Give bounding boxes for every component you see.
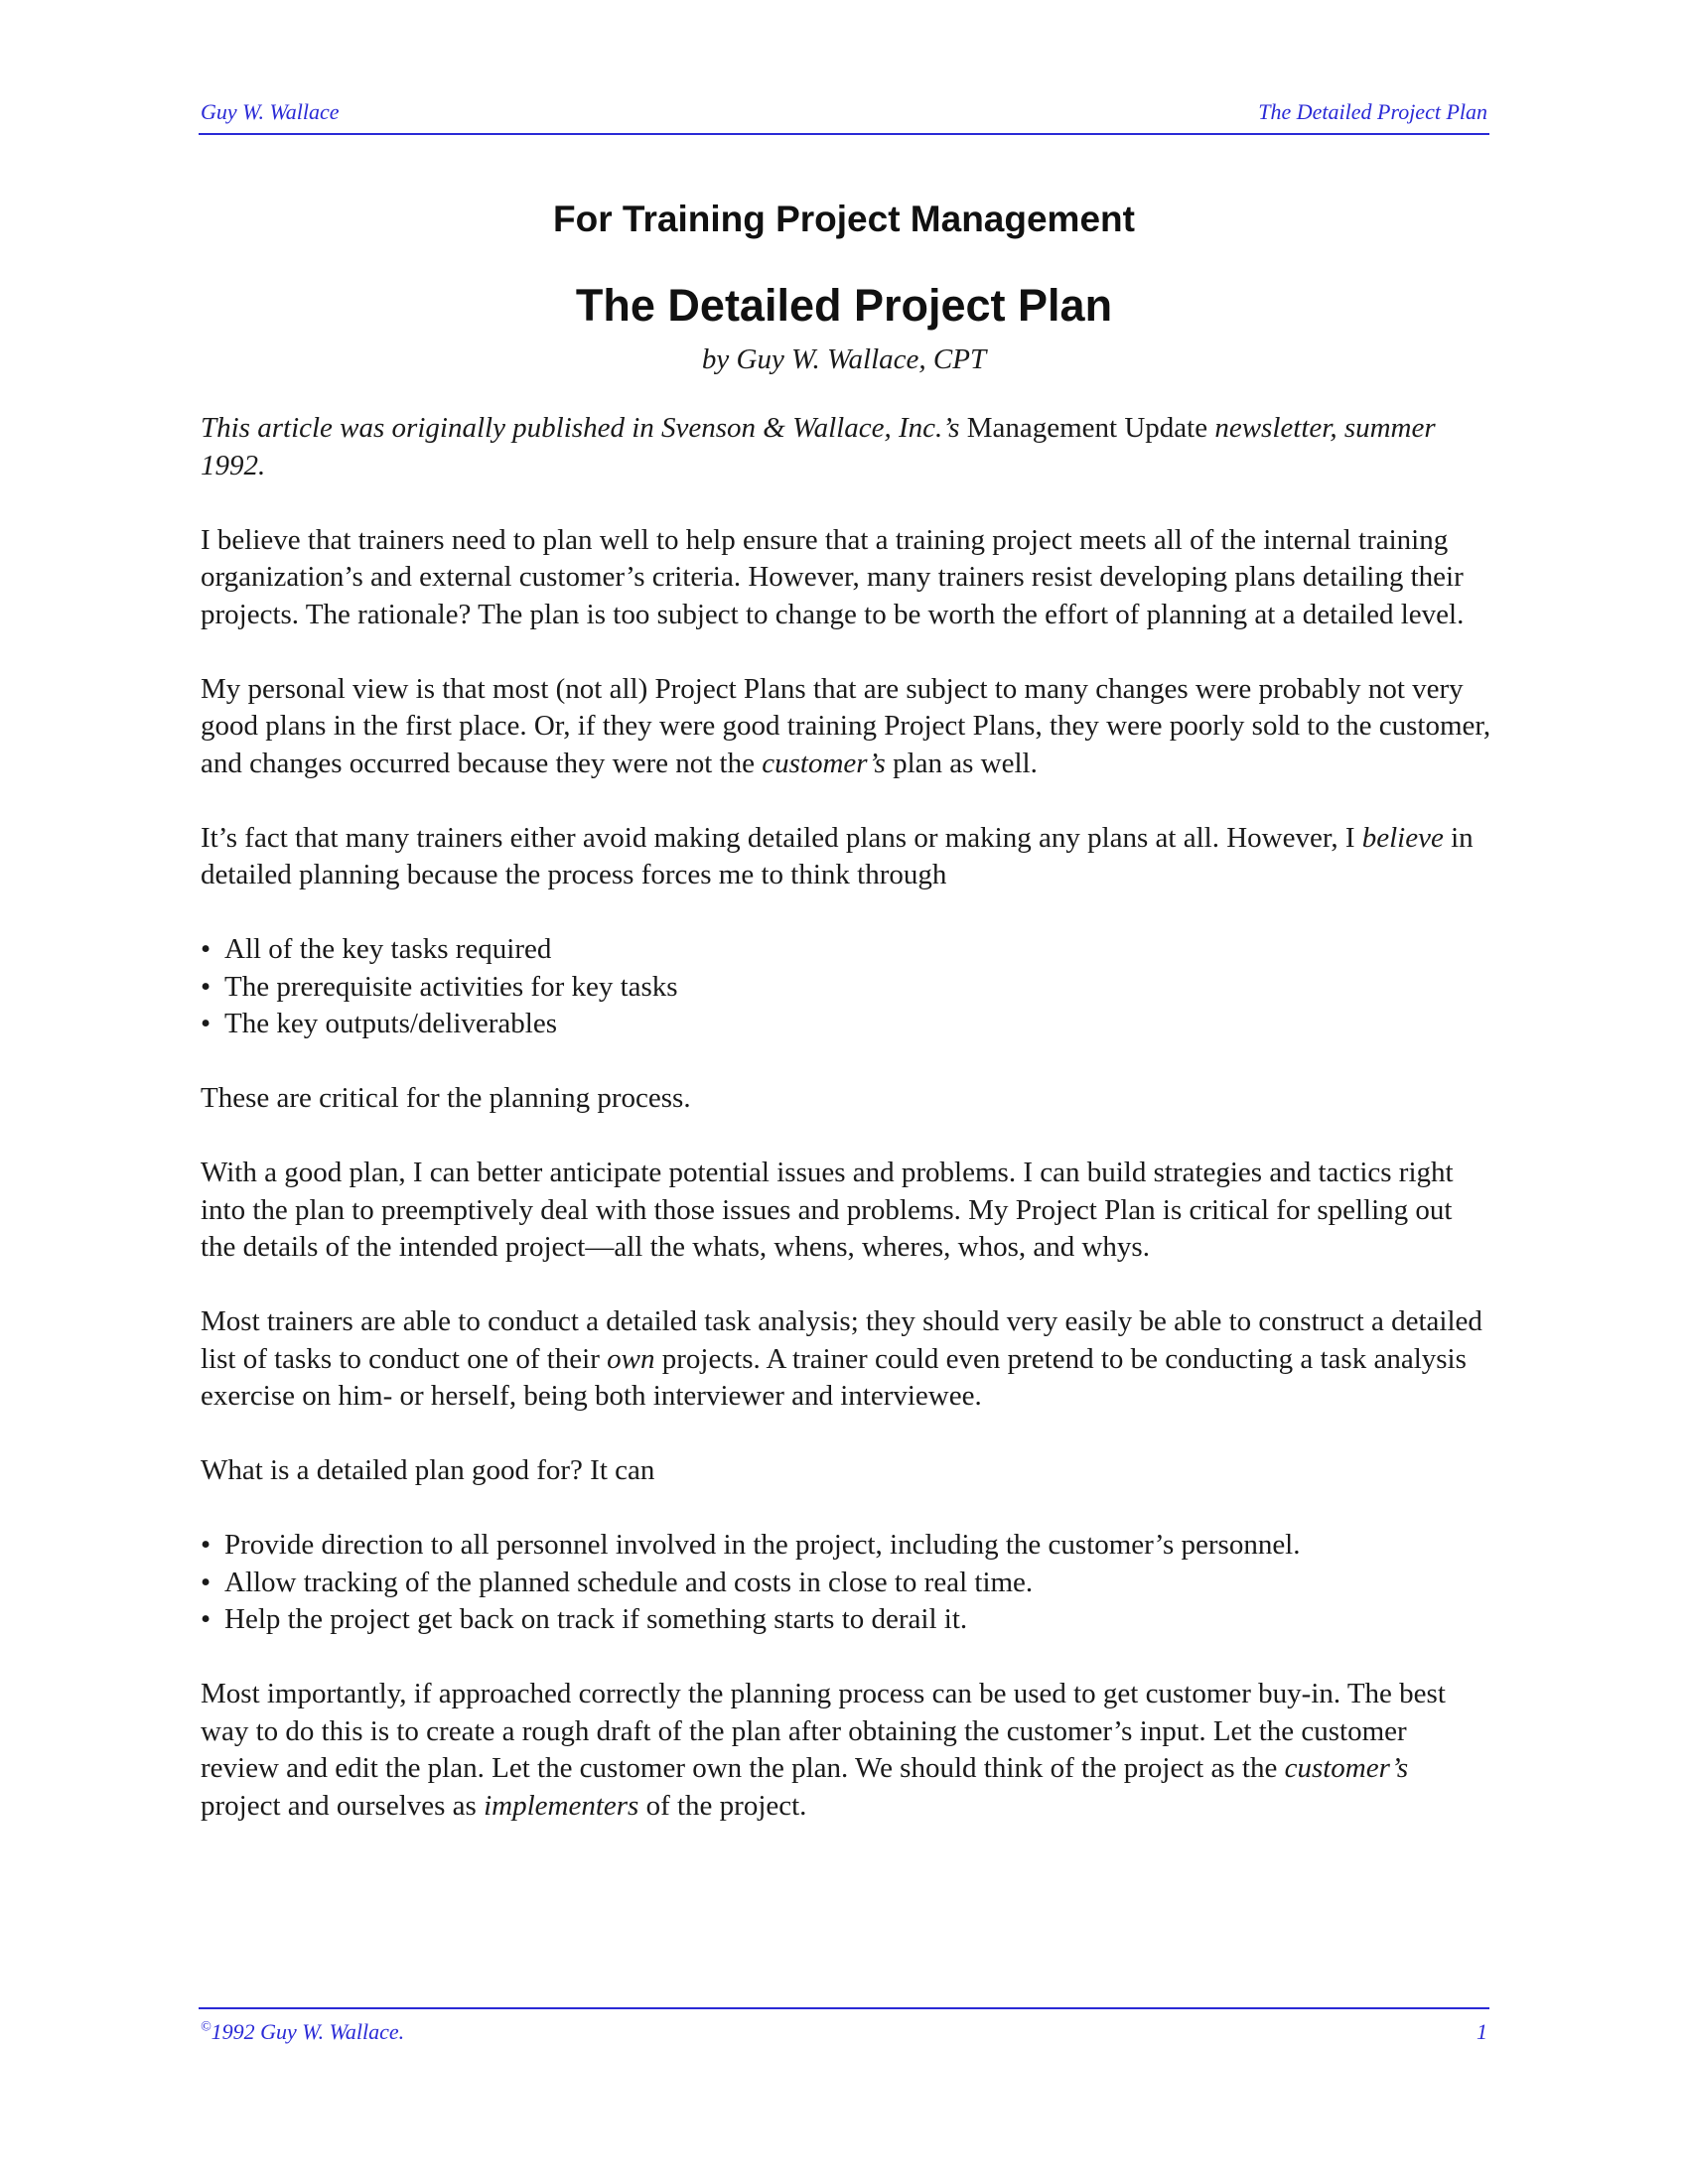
list-item: • All of the key tasks required xyxy=(201,931,1491,969)
intro-part-3: newsletter, summer 1992. xyxy=(201,412,1436,481)
article-body xyxy=(201,410,1491,1862)
paragraph-2-text-a: My personal view is that most (not all) Project Plans that are subject to many changes were probably not very good plans in the first place. Or, if they were good training Project Plans, they were poorly sold to the customer, and changes occurred because they were not the xyxy=(201,672,1491,779)
paragraph-8-emphasis-2: implementers xyxy=(484,1789,639,1822)
paragraph-2 xyxy=(201,671,1491,783)
paragraph-6 xyxy=(201,1303,1491,1416)
paragraph-8-text-a: Most importantly, if approached correctly the planning process can be used to get customer buy-in. The best way to do this is to create a rough draft of the plan after obtaining the customer’s input. Let the customer review and edit the plan. Let the customer own the plan. We should think of the project as the xyxy=(201,1678,1446,1784)
bullet-list-2 xyxy=(201,1527,1491,1639)
list-item: • Help the project get back on track if something starts to derail it. xyxy=(201,1601,1491,1639)
header-title: The Detailed Project Plan xyxy=(1258,99,1487,124)
intro-note xyxy=(201,410,1491,484)
bullet-list-1 xyxy=(201,931,1491,1043)
page-number: 1 xyxy=(1477,2019,1487,2044)
paragraph-3-emphasis: believe xyxy=(1361,821,1444,854)
paragraph-3 xyxy=(201,820,1491,894)
page-footer xyxy=(199,2007,1489,2044)
article-title: The Detailed Project Plan xyxy=(575,280,1113,331)
list-item: • Provide direction to all personnel involved in the project, including the customer’s personnel. xyxy=(201,1527,1491,1565)
footer-copyright xyxy=(201,2019,404,2045)
list-item: • Allow tracking of the planned schedule and costs in close to real time. xyxy=(201,1565,1491,1602)
paragraph-7: What is a detailed plan good for? It can xyxy=(201,1454,655,1486)
paragraph-8-text-b: project and ourselves as xyxy=(201,1789,485,1822)
paragraph-2-text-b: plan as well. xyxy=(885,747,1038,779)
paragraph-4: These are critical for the planning process. xyxy=(201,1082,691,1114)
paragraph-2-emphasis: customer’s xyxy=(762,747,886,779)
paragraph-5: With a good plan, I can better anticipate potential issues and problems. I can build strategies and tactics right into the plan to preemptively deal with those issues and problems. My Project Plan is critical for spelling out the details of the intended project—all the whats, whens, wheres, whos, and whys. xyxy=(201,1157,1454,1263)
paragraph-6-emphasis: own xyxy=(607,1342,655,1375)
paragraph-8-emphasis-1: customer’s xyxy=(1284,1752,1409,1784)
byline: by Guy W. Wallace, CPT xyxy=(701,343,987,375)
header-author: Guy W. Wallace xyxy=(201,99,340,124)
intro-part-1: This article was originally published in Svenson & Wallace, Inc.’s xyxy=(201,412,960,444)
paragraph-3-text-b: in detailed planning because the process forces me to think through xyxy=(201,821,1474,890)
intro-part-2: Management Update xyxy=(959,412,1215,444)
paragraph-3-text-a: It’s fact that many trainers either avoid making detailed plans or making any plans at all. However, I xyxy=(201,821,1362,854)
paragraph-8-text-c: of the project. xyxy=(638,1789,807,1822)
paragraph-8 xyxy=(201,1676,1491,1825)
list-item: • The key outputs/deliverables xyxy=(201,1006,1491,1043)
list-item: • The prerequisite activities for key tasks xyxy=(201,969,1491,1007)
paragraph-6-text-b: projects. A trainer could even pretend to be conducting a task analysis exercise on him- or herself, being both interviewer and interviewee. xyxy=(201,1342,1467,1412)
paragraph-1: I believe that trainers need to plan well to help ensure that a training project meets all of the internal training organization’s and external customer’s criteria. However, many trainers resist developing plans detailing their projects. The rationale? The plan is too subject to change to be worth the effort of planning at a detailed level. xyxy=(201,523,1465,630)
footer-copyright-text: 1992 Guy W. Wallace. xyxy=(211,2019,405,2044)
paragraph-6-text-a: Most trainers are able to conduct a detailed task analysis; they should very easily be able to construct a detailed list of tasks to conduct one of their xyxy=(201,1305,1482,1375)
page-header xyxy=(199,99,1489,135)
copyright-symbol: © xyxy=(201,2019,211,2035)
series-heading: For Training Project Management xyxy=(553,199,1135,239)
